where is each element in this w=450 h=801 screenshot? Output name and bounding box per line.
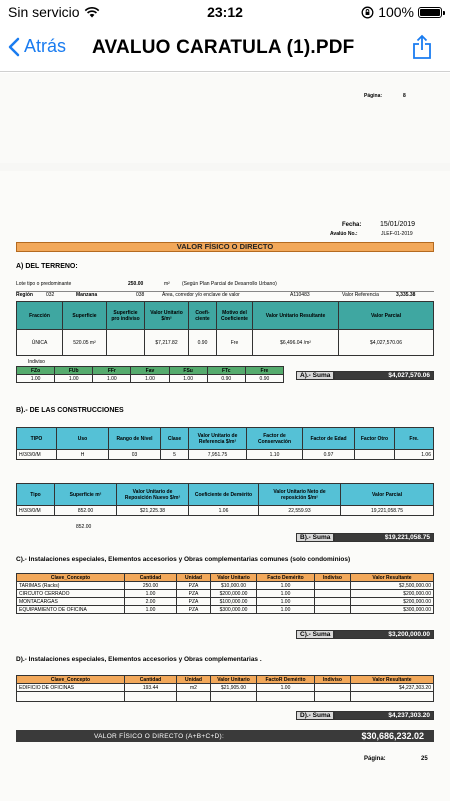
total-value: $30,686,232.02 [361,731,424,741]
cell: PZA [177,598,211,606]
cell: $6,496.04 /m² [253,330,339,356]
battery-icon [418,7,442,18]
th-superficie-indiviso: Superficie pro indiviso [107,302,145,330]
lote-unit: m² [164,281,170,287]
area-value: A110483 [290,292,310,298]
th-valor-referencia: Valor Unitario de Referencia $/m² [189,428,247,450]
table-row [17,375,284,383]
th-factor-demerito: Facto Demérito [257,574,315,582]
instalaciones-c-table [16,573,434,614]
share-button[interactable] [412,34,432,65]
th-valor-unitario: Valor Unitario [211,574,257,582]
document-title: AVALUO CARATULA (1).PDF [92,37,355,58]
th-valor-reposicion: Valor Unitario de Reposición Nuevo $/m² [117,484,189,506]
total-superficie: 852.00 [76,524,92,530]
cell: 22,559.93 [259,506,341,516]
th-fraccion: Fracción [17,302,63,330]
manzana-label: Manzana [76,292,98,298]
table-row [17,684,434,692]
th-clave-concepto: Clave_Concepto [17,676,125,684]
manzana-value: 038 [136,292,145,298]
sum-value: $19,221,058.75 [334,533,434,542]
cell: $100,000.00 [211,598,257,606]
lote-value: 250.00 [128,281,144,287]
th-indiviso: Indiviso [315,676,351,684]
instalaciones-d-header-row [17,676,434,684]
table-row [17,692,434,702]
cell: 2.00 [125,598,177,606]
total-bar [16,730,434,742]
cell: 0.97 [303,450,355,460]
cell: PZA [177,590,211,598]
cell: 1.10 [247,450,303,460]
cell: $21,905.00 [211,684,257,692]
th-factor-edad: Factor de Edad [303,428,355,450]
cell: Fre [217,330,253,356]
cell [315,606,351,614]
chevron-left-icon [8,37,20,57]
region-line [16,291,434,298]
table-row [17,598,434,606]
cell: $21,225.38 [117,506,189,516]
cell: $2,500,000.00 [351,582,434,590]
th-fzo: FZo [17,367,55,375]
th-ftc: FTc [207,367,245,375]
lote-label: Lote tipo o predominante [16,281,72,287]
sum-value: $4,027,570.06 [334,371,434,380]
table-row [17,450,434,460]
cell: 1.00 [93,375,131,383]
th-fav: Fav [131,367,169,375]
total-label: VALOR FÍSICO O DIRECTO (A+B+C+D): [94,732,225,740]
th-fre: Fre [245,367,283,375]
th-ffr: FFr [93,367,131,375]
footer-page-label: Página: [364,756,386,762]
cell: 1.00 [257,598,315,606]
sum-label: B).- Suma [296,533,334,542]
orientation-lock-icon [361,6,374,19]
nav-bar [0,24,450,72]
sum-label: D).- Suma [296,711,334,720]
table-row [17,606,434,614]
th-cantidad: Cantidad [125,574,177,582]
terreno-header-row [17,302,434,330]
cell: 520.05 m² [63,330,107,356]
th-superficie: Superficie [63,302,107,330]
pdf-page-8 [0,73,450,163]
th-valor-parcial: Valor Parcial [341,484,434,506]
sum-label: A).- Suma [296,371,334,380]
sum-value: $4,237,303.20 [334,711,434,720]
cell: 0.90 [189,330,217,356]
th-clave-concepto: Clave_Concepto [17,574,125,582]
page-label: Página: [364,93,383,99]
back-label: Atrás [24,36,67,56]
cell: CIRCUITO CERRADO [17,590,125,598]
th-clase: Clase [161,428,189,450]
instalaciones-d-sum [296,711,434,720]
th-superficie: Superficie m² [55,484,117,506]
instalaciones-d-table [16,675,434,702]
cell: 0.90 [245,375,283,383]
cell [315,684,351,692]
table-row [17,506,434,516]
instalaciones-d-title: D).- Instalaciones especiales, Elementos accesorios y Obras complementarias . [16,656,262,663]
area-label: Área, corredor y/o enclave de valor [162,292,240,298]
cell: H [57,450,109,460]
cell: $200,000.00 [351,598,434,606]
th-valor-resultante: Valor Resultante [351,574,434,582]
cell: 03 [109,450,161,460]
cell: TARIMAS (Racks) [17,582,125,590]
th-valor-unitario: Valor Unitario $/m² [145,302,189,330]
cell: H/3/3/0/M [17,450,57,460]
th-uso: Uso [57,428,109,450]
sum-label: C).- Suma [296,630,334,639]
battery-percent: 100% [378,4,414,20]
cell: 1.00 [169,375,207,383]
cell: 852.00 [55,506,117,516]
cell: 1.00 [131,375,169,383]
fecha-label: Fecha: [342,222,362,228]
cell: $10,000.00 [211,582,257,590]
pdf-viewer[interactable] [0,73,450,801]
th-cantidad: Cantidad [125,676,177,684]
table-row [17,330,434,356]
th-unidad: Unidad [177,574,211,582]
cell: MONTACARGAS [17,598,125,606]
th-valor-unitario: Valor Unitario [211,676,257,684]
avaluo-value: JLEF-01-2019 [381,231,413,237]
clock: 23:12 [207,4,243,20]
region-value: 032 [46,292,55,298]
cell: $4,027,570.06 [339,330,434,356]
page-number: 8 [403,93,406,99]
cell: ÚNICA [17,330,63,356]
construcciones-header-row-2 [17,484,434,506]
indiviso-label: Indiviso [28,359,45,365]
fecha-value: 15/01/2019 [380,221,416,228]
cell: $7,217.82 [145,330,189,356]
terreno-title: A) DEL TERRENO: [16,263,78,270]
th-factor-otro: Factor Otro [355,428,395,450]
share-icon [412,34,432,60]
cell: 19,221,058.75 [341,506,434,516]
footer-page-number: 25 [421,756,428,762]
th-fre: Fre. [395,428,434,450]
cell: 1.00 [17,375,55,383]
instalaciones-c-sum [296,630,434,639]
cell: $200,000.00 [351,590,434,598]
cell: 1.06 [189,506,259,516]
cell: 1.00 [257,684,315,692]
instalaciones-c-title: C).- Instalaciones especiales, Elementos accesorios y Obras complementarias comunes (solo condominios) [16,556,351,563]
th-valor-resultante: Valor Resultante [351,676,434,684]
th-coeficiente-demerito: Coeficiente de Demérito [189,484,259,506]
cell: $300,000.00 [211,606,257,614]
status-bar [0,0,450,24]
th-motivo: Motivo del Coeficiente [217,302,253,330]
th-fsu: FSu [169,367,207,375]
cell: PZA [177,582,211,590]
cell: 250.00 [125,582,177,590]
cell: 7,951.75 [189,450,247,460]
th-coeficiente: Coefi-ciente [189,302,217,330]
cell: m2 [177,684,211,692]
cell: EQUIPAMIENTO DE OFICINA [17,606,125,614]
cell [315,598,351,606]
cell: 1.00 [257,582,315,590]
valref-label: Valor Referencia [342,292,379,298]
valref-value: 3,335.38 [396,292,416,298]
cell: $4,237,303.20 [351,684,434,692]
th-valor-neto: Valor Unitario Neto de reposición $/m² [259,484,341,506]
table-row [17,582,434,590]
cell: 1.00 [257,606,315,614]
construcciones-sum [296,533,434,542]
factors-header-row [17,367,284,375]
cell: 193.44 [125,684,177,692]
cell [107,330,145,356]
carrier-label: Sin servicio [8,4,80,20]
cell: 1.00 [257,590,315,598]
terreno-table [16,301,434,356]
construcciones-title: B).- DE LAS CONSTRUCCIONES [16,407,124,414]
th-factor-demerito: FactoR Demérito [257,676,315,684]
cell: $200,000.00 [211,590,257,598]
construcciones-table-2 [16,483,434,516]
cell: 1.06 [395,450,434,460]
th-tipo: Tipo [17,484,55,506]
cell: 5 [161,450,189,460]
th-tipo: TIPO [17,428,57,450]
cell: EDIFICIO DE OFICINAS [17,684,125,692]
th-factor-conservacion: Factor de Conservación [247,428,303,450]
back-button[interactable] [8,36,66,57]
pdf-page-25 [0,171,450,801]
th-fub: FUb [55,367,93,375]
cell [315,590,351,598]
cell: $300,000.00 [351,606,434,614]
cell [355,450,395,460]
terreno-sum [296,371,434,380]
lote-note: (Según Plan Parcial de Desarrollo Urbano) [182,281,277,287]
factors-table [16,366,284,383]
instalaciones-c-header-row [17,574,434,582]
cell: 1.00 [125,606,177,614]
construcciones-table-1 [16,427,434,460]
th-valor-parcial: Valor Parcial [339,302,434,330]
sum-value: $3,200,000.00 [334,630,434,639]
cell: 0.90 [207,375,245,383]
cell: PZA [177,606,211,614]
section-banner: VALOR FÍSICO O DIRECTO [16,242,434,252]
th-rango-nivel: Rango de Nivel [109,428,161,450]
table-row [17,590,434,598]
cell: 1.00 [125,590,177,598]
th-indiviso: Indiviso [315,574,351,582]
region-label: Región [16,292,33,298]
th-unidad: Unidad [177,676,211,684]
cell [315,582,351,590]
th-valor-resultante: Valor Unitario Resultante [253,302,339,330]
cell: H/3/3/0/M [17,506,55,516]
construcciones-header-row [17,428,434,450]
avaluo-label: Avalúo No.: [330,231,358,237]
cell: 1.00 [55,375,93,383]
